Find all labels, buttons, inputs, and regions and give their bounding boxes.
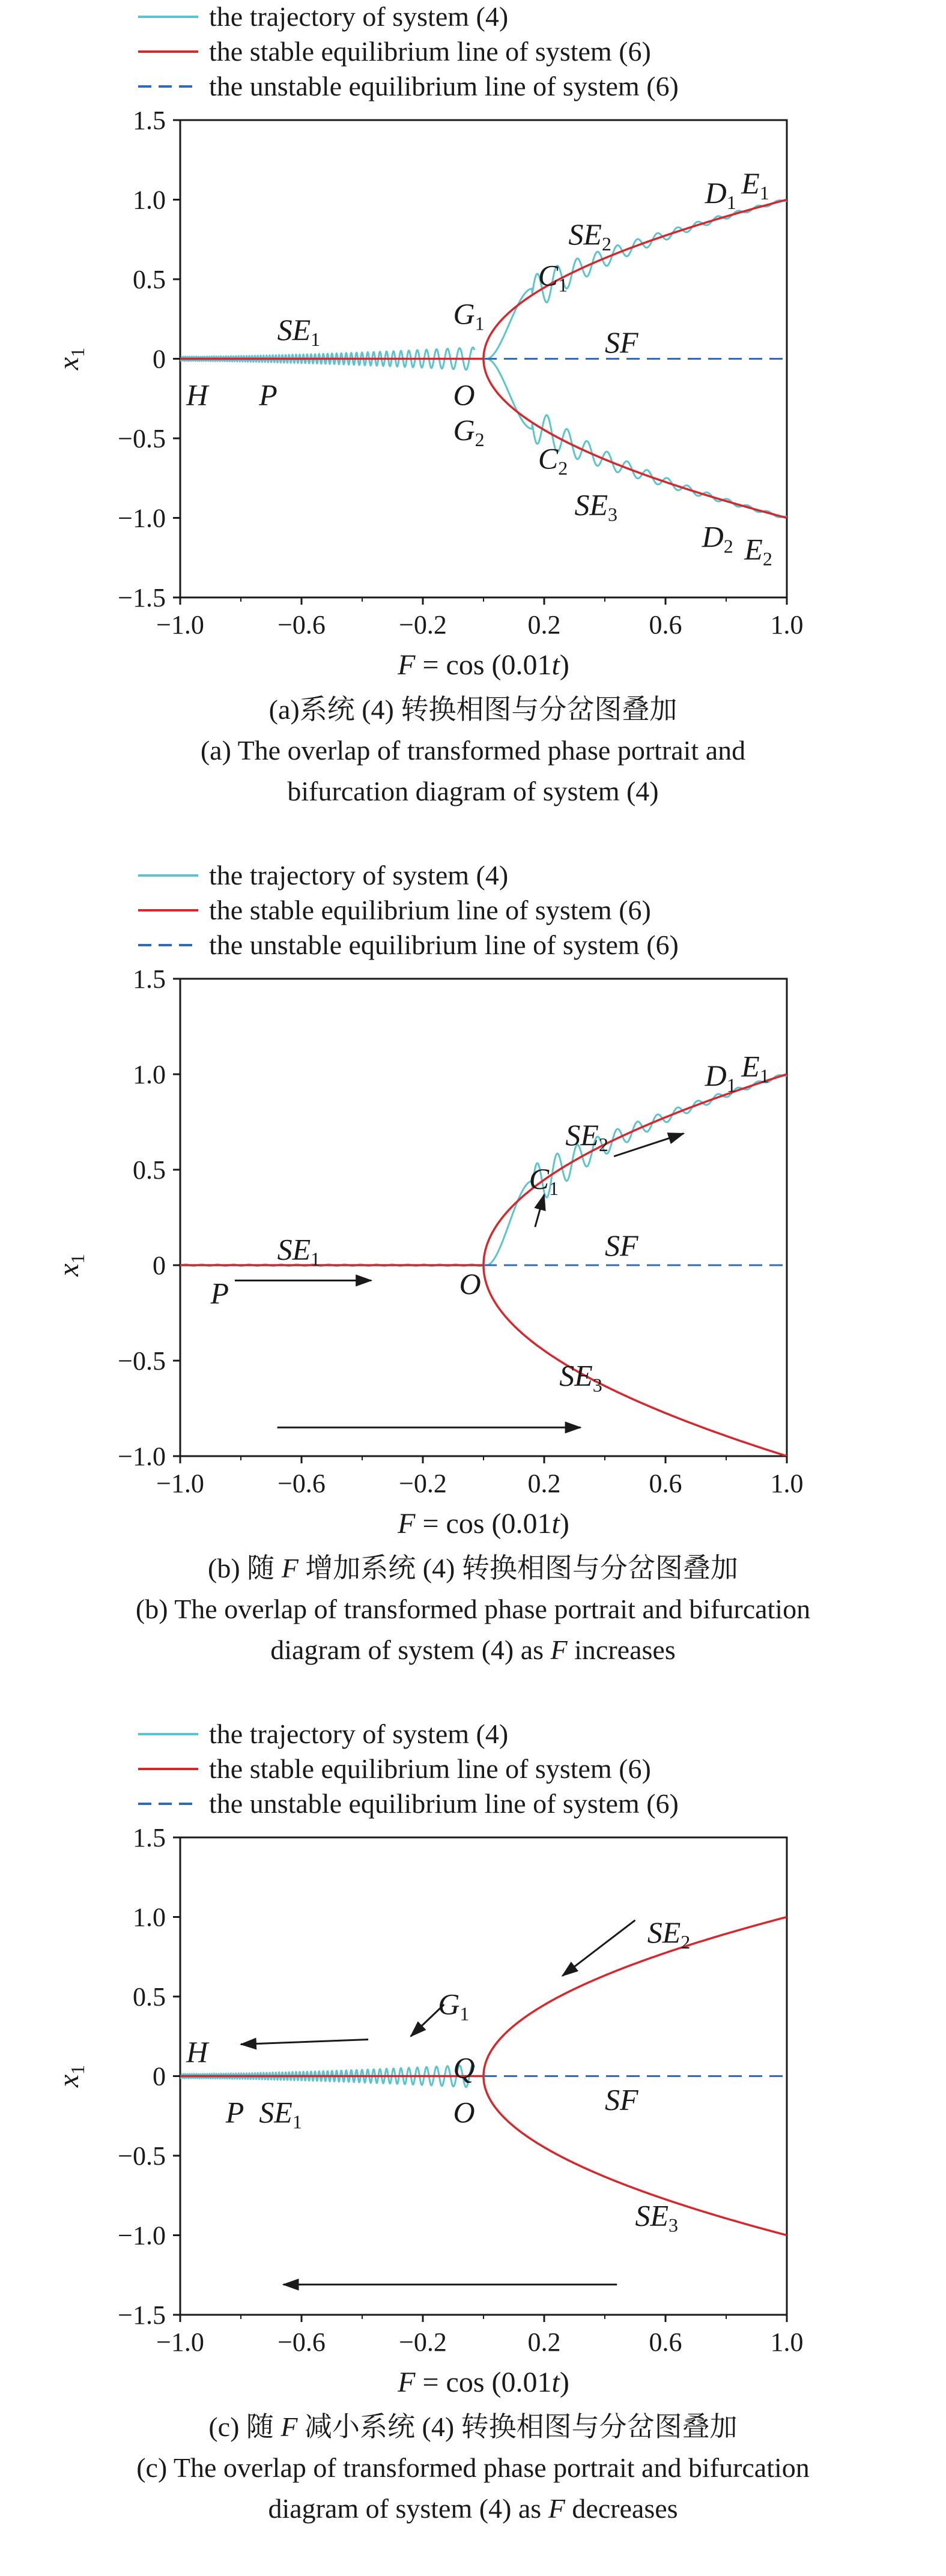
annotation-d1: $D_1$ [705, 1059, 736, 1096]
annotation-se3: $SE_3$ [574, 488, 618, 525]
y-tick-label: −1.5 [118, 2300, 166, 2330]
annotation-se1: $SE_1$ [259, 2095, 302, 2133]
x-tick-label: 1.0 [770, 610, 804, 639]
caption-en-a-line2: bifurcation diagram of system (4) [287, 776, 659, 806]
caption-en-c-line2: diagram of system (4) as F decreases [268, 2493, 678, 2524]
direction-arrow-3 [614, 1134, 684, 1156]
x-tick-label: 0.2 [527, 2327, 561, 2357]
y-tick-label: −0.5 [118, 424, 166, 453]
plot-area [180, 200, 787, 518]
x-axis-label: F = cos (0.01t) [398, 649, 569, 681]
annotation-g1: $G_1$ [453, 297, 485, 334]
annotation-se1: $SE_1$ [277, 312, 321, 350]
annotation-g2: $G_2$ [453, 413, 485, 450]
annotation-c1: $C_1$ [538, 258, 568, 296]
annotation-p: P [259, 378, 277, 412]
annotation-se3: $SE_3$ [635, 2198, 679, 2236]
x-tick-label: −0.2 [399, 2327, 447, 2357]
legend-label-3: the unstable equilibrium line of system (6) [209, 71, 679, 101]
legend-label-2: the stable equilibrium line of system (6) [209, 36, 651, 67]
chart-a [0, 0, 946, 685]
x-tick-label: 1.0 [770, 2327, 804, 2357]
y-axis-label: $x_1$ [53, 2064, 88, 2088]
chart-c [0, 1717, 946, 2402]
legend-label-2: the stable equilibrium line of system (6) [209, 895, 651, 925]
annotation-e2: $E_2$ [744, 532, 772, 570]
y-tick-label: 1.5 [133, 106, 166, 135]
y-axis-label: $x_1$ [53, 1254, 88, 1277]
panel-a [0, 0, 946, 859]
annotation-se2: $SE_2$ [647, 1915, 691, 1953]
y-tick-label: −0.5 [118, 2141, 166, 2171]
caption-en-b-line1: (b) The overlap of transformed phase portrait and bifurcation [135, 1594, 811, 1624]
y-tick-label: −1.5 [118, 583, 166, 612]
y-tick-label: 0.5 [133, 1982, 166, 2012]
chart-b [0, 859, 946, 1543]
x-tick-label: −0.6 [277, 610, 326, 639]
y-tick-label: 0.5 [133, 265, 166, 294]
annotation-c2: $C_2$ [538, 441, 568, 479]
stable-branch-lower [484, 359, 787, 518]
direction-arrow-2 [535, 1194, 544, 1227]
y-tick-label: 1.5 [133, 964, 166, 994]
panel-c [0, 1717, 946, 2576]
x-tick-label: 0.6 [649, 2327, 682, 2357]
y-tick-label: −1.0 [118, 1442, 166, 1471]
legend-label-1: the trajectory of system (4) [209, 1719, 509, 1749]
x-tick-label: 0.2 [527, 610, 561, 639]
y-tick-label: −0.5 [118, 1346, 166, 1376]
annotation-p: P [225, 2095, 244, 2129]
annotation-se1: $SE_1$ [277, 1232, 321, 1270]
annotation-sf: SF [605, 325, 638, 359]
plot-area [180, 1074, 787, 1456]
x-tick-label: 1.0 [770, 1469, 804, 1498]
y-tick-label: 0.5 [133, 1155, 166, 1185]
annotation-sf: SF [605, 1229, 638, 1263]
x-tick-label: −1.0 [156, 1469, 204, 1498]
x-tick-label: −0.2 [399, 610, 447, 639]
y-axis-label: $x_1$ [53, 347, 88, 370]
caption-zh-a: (a)系统 (4) 转换相图与分岔图叠加 [268, 694, 678, 725]
y-tick-label: 0 [153, 2061, 166, 2091]
y-tick-label: 1.0 [133, 185, 166, 215]
annotation-h: H [186, 2034, 208, 2069]
direction-arrow-1 [241, 2040, 368, 2045]
plot-area [180, 1917, 787, 2236]
annotation-se2: $SE_2$ [565, 1117, 608, 1155]
y-tick-label: −1.0 [118, 2221, 166, 2251]
annotation-e1: $E_1$ [741, 166, 769, 204]
caption-zh-c: (c) 随 F 减小系统 (4) 转换相图与分岔图叠加 [208, 2411, 738, 2442]
annotation-d1: $D_1$ [705, 175, 736, 213]
x-tick-label: −1.0 [156, 2327, 204, 2357]
caption-en-c-line1: (c) The overlap of transformed phase portrait and bifurcation [136, 2452, 810, 2483]
y-tick-label: 1.5 [133, 1823, 166, 1852]
y-tick-label: 0 [153, 1251, 166, 1280]
x-tick-label: 0.6 [649, 610, 682, 639]
y-tick-label: −1.0 [118, 503, 166, 533]
x-axis-label: F = cos (0.01t) [398, 2366, 569, 2398]
plot-frame [180, 979, 787, 1456]
x-tick-label: −0.2 [399, 1469, 447, 1498]
annotation-p: P [210, 1276, 229, 1310]
annotation-h: H [186, 378, 208, 412]
y-tick-label: 1.0 [133, 1902, 166, 1932]
y-tick-label: 0 [153, 344, 166, 374]
legend-label-3: the unstable equilibrium line of system (6) [209, 1788, 679, 1819]
legend-label-3: the unstable equilibrium line of system (6) [209, 930, 679, 960]
annotation-d2: $D_2$ [702, 519, 733, 557]
annotation-sf: SF [605, 2082, 638, 2117]
panel-b [0, 859, 946, 1717]
trajectory-branch-lower [475, 359, 787, 518]
x-tick-label: 0.2 [527, 1469, 561, 1498]
annotation-se3: $SE_3$ [559, 1358, 602, 1396]
y-tick-label: 1.0 [133, 1060, 166, 1089]
x-tick-label: 0.6 [649, 1469, 682, 1498]
x-axis-label: F = cos (0.01t) [398, 1508, 569, 1540]
annotation-se2: $SE_2$ [568, 217, 611, 255]
caption-en-b-line2: diagram of system (4) as F increases [270, 1634, 676, 1665]
x-tick-label: −1.0 [156, 610, 204, 639]
x-tick-label: −0.6 [277, 2327, 326, 2357]
annotation-g1: $G_1$ [438, 1987, 470, 2025]
caption-en-a-line1: (a) The overlap of transformed phase portrait and [200, 735, 746, 766]
legend-label-1: the trajectory of system (4) [209, 1, 509, 32]
caption-zh-b: (b) 随 F 增加系统 (4) 转换相图与分岔图叠加 [208, 1553, 738, 1583]
annotation-o: O [453, 2095, 475, 2129]
annotation-q: Q [453, 2051, 475, 2085]
legend-label-2: the stable equilibrium line of system (6) [209, 1753, 651, 1784]
annotation-e1: $E_1$ [741, 1049, 769, 1087]
annotation-c1: $C_1$ [529, 1161, 559, 1199]
x-tick-label: −0.6 [277, 1469, 326, 1498]
annotation-o: O [459, 1266, 481, 1301]
legend-label-1: the trajectory of system (4) [209, 860, 509, 890]
annotation-o: O [453, 378, 475, 412]
stable-branch-upper [484, 1917, 787, 2076]
